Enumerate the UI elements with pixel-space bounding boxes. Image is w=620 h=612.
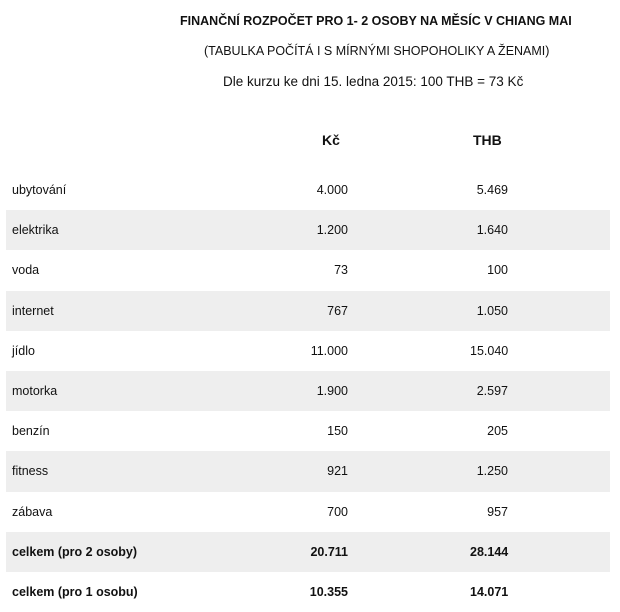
row-label: ubytování (12, 183, 67, 197)
row-value-kc: 150 (327, 424, 348, 439)
row-value-kc: 921 (327, 464, 348, 479)
document-title: FINANČNÍ ROZPOČET PRO 1- 2 OSOBY NA MĚSÍC V CHIANG MAI (180, 14, 572, 28)
row-label: fitness (12, 464, 49, 479)
table-row (6, 371, 610, 411)
row-value-thb: 28.144 (470, 544, 509, 559)
row-value-kc: 700 (327, 504, 348, 519)
row-value-thb: 100 (487, 263, 508, 278)
table-row (6, 291, 610, 331)
column-header-thb: THB (473, 132, 502, 148)
row-label: elektrika (12, 223, 59, 238)
table-row (6, 170, 610, 210)
table-row (6, 451, 610, 491)
exchange-rate-note: Dle kurzu ke dni 15. ledna 2015: 100 THB = 73 Kč (223, 74, 524, 89)
row-label: benzín (12, 424, 50, 439)
document-subtitle: (TABULKA POČÍTÁ I S MÍRNÝMI SHOPOHOLIKY A ŽENAMI) (204, 44, 550, 58)
table-row (6, 331, 610, 371)
row-value-kc: 73 (334, 263, 348, 278)
table-row-total-1 (6, 572, 610, 612)
table-row-total-2 (6, 532, 610, 572)
table-row (6, 250, 610, 290)
row-value-thb: 5.469 (476, 183, 508, 197)
row-label: celkem (pro 2 osoby) (12, 544, 138, 559)
row-value-kc: 1.900 (316, 383, 348, 398)
row-value-thb: 1.050 (476, 303, 508, 318)
row-value-thb: 14.071 (470, 584, 509, 599)
row-label: jídlo (12, 343, 35, 358)
row-value-thb: 2.597 (476, 383, 508, 398)
row-label: celkem (pro 1 osobu) (12, 584, 138, 599)
row-label: zábava (12, 504, 53, 519)
row-value-kc: 1.200 (316, 223, 348, 238)
row-label: internet (12, 303, 54, 318)
row-value-thb: 205 (487, 424, 508, 439)
row-value-thb: 15.040 (470, 343, 509, 358)
row-value-thb: 1.250 (476, 464, 508, 479)
table-row (6, 492, 610, 532)
row-value-kc: 11.000 (310, 343, 348, 358)
row-value-kc: 20.711 (310, 544, 348, 559)
column-header-kc: Kč (322, 132, 340, 148)
row-label: motorka (12, 383, 58, 398)
row-value-kc: 4.000 (316, 183, 348, 197)
table-row (6, 411, 610, 451)
row-value-kc: 767 (327, 303, 348, 318)
table-row (6, 210, 610, 250)
row-value-thb: 1.640 (476, 223, 508, 238)
budget-table (6, 170, 610, 612)
row-value-thb: 957 (487, 504, 508, 519)
row-label: voda (12, 263, 40, 278)
row-value-kc: 10.355 (309, 584, 348, 599)
